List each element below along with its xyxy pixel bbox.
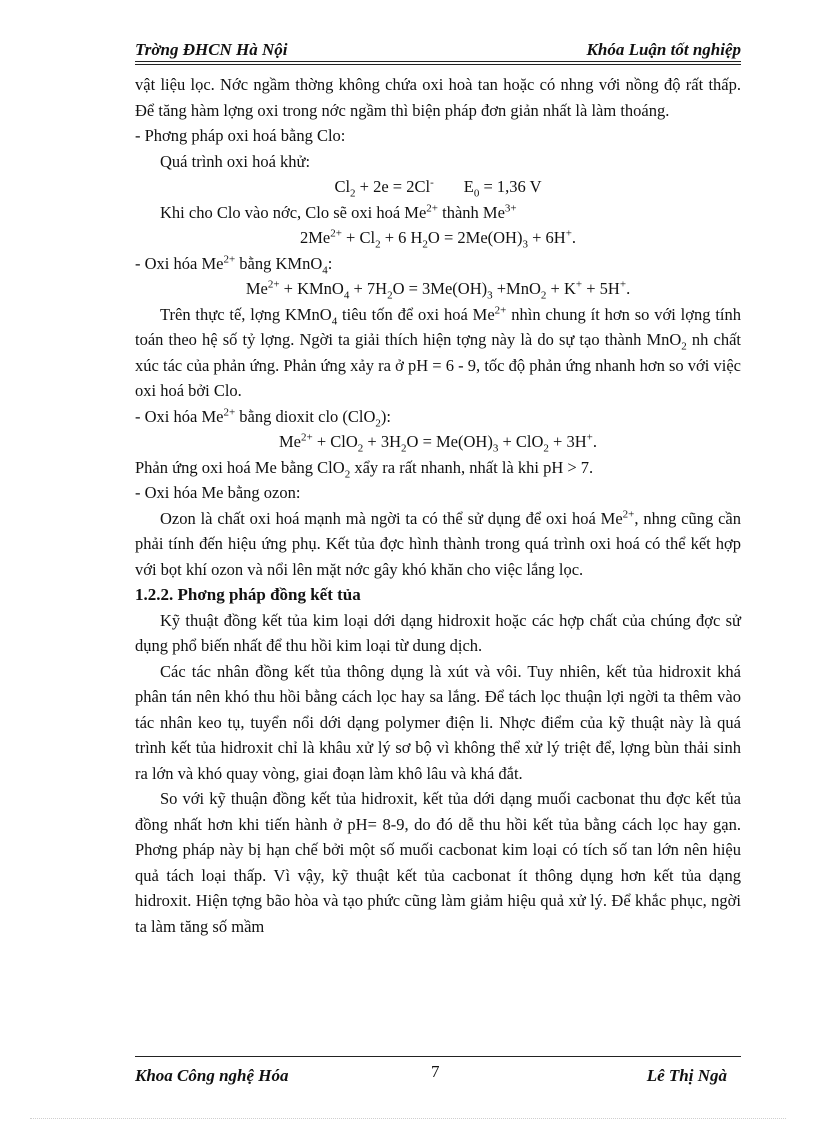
header-doc-type: Khóa Luận tốt nghiệp: [586, 40, 741, 59]
paragraph-redox-label: Quá trình oxi hoá khử:: [160, 151, 311, 171]
paragraph-carbonate: So với kỹ thuận đồng kết tủa hidroxit, kết tủa dới dạng muối cacbonat thu đợc kết tủa đồng nhất hơn khi tiến hành ở pH= 8-9, do đó dễ thu hồi kết tủa bằng cách lọc hay gạn. Phơng pháp này bị hạn chế bởi một số muối cacbonat kim loại có tích số tan lớn nên hiệu quả tách loại thấp. Vì vậy, kỹ thuật kết tủa cacbonat ít thông dụng hơn kết tủa dạng hidroxit. Hiện tợng bão hòa và tạo phức cũng làm giảm hiệu quả xử lý. Để khắc phục, ngời ta làm tăng số mầm: [135, 789, 741, 936]
footer-author: Lê Thị Ngà: [646, 1066, 727, 1085]
list-item-clo2: - Oxi hóa $Me^{2+}$ bằng dioxit clo (ClO$_2$):: [135, 406, 391, 429]
paragraph-intro: vật liệu lọc. Nớc ngầm thờng không chứa oxi hoà tan hoặc có nhng với nồng độ rất thấp. Để tăng hàm lợng oxi trong nớc ngầm thì biện pháp đơn giản nhất là làm thoáng.: [135, 75, 741, 120]
section-heading: 1.2.2. Phơng pháp đồng kết tủa: [135, 585, 361, 604]
equation-kmno4: $Me^{2+}$ + KMnO$_4$ + $7H_2O = 3Me(OH)_3 +MnO_2 + K^+ + 5H^+$.: [245, 278, 631, 302]
footer-rule: [135, 1056, 741, 1057]
header-rule: [135, 61, 741, 62]
equation-cl2: $Cl_2 + 2e = 2Cl^-$ $E_0 = 1,36$ V: [334, 176, 542, 200]
paragraph-ozone: Ozon là chất oxi hoá mạnh mà ngời ta có thể sử dụng để oxi hoá $Me^{2+}$, nhng cũng cần phải tính đến hiệu ứng phụ. Kết tủa đợc hình thành trong quá trình oxi hoá có thể kết hợp với bọt khí ozon và nổi lên mặt nớc gây khó khăn cho việc lắng lọc.: [135, 508, 741, 579]
header-rule-thin: [135, 64, 741, 65]
page-edge: [30, 1118, 786, 1119]
list-item-ozone: - Oxi hóa Me bằng ozon:: [135, 483, 301, 502]
paragraph-clo2-reaction: Phản ứng oxi hoá Me bằng ClO$_2$ xẩy ra rất nhanh, nhất là khi pH > 7.: [135, 457, 594, 480]
page-header: [135, 40, 741, 62]
page-number: 7: [431, 1062, 440, 1081]
paragraph-kmno4-consumption: Trên thực tế, lợng KMnO$_4$ tiêu tốn để oxi hoá $Me^{2+}$ nhìn chung ít hơn so với lợng tính toán theo hệ số tỷ lợng. Ngời ta giải thích hiện tợng này là do sự tạo thành MnO$_2$ nh chất xúc tác của phản ứng. Phản ứng xảy ra ở pH = 6 - 9, tốc độ phản ứng nhanh hơn so với việc oxi hoá bởi Clo.: [135, 304, 741, 400]
list-item-clo: - Phơng pháp oxi hoá bằng Clo:: [135, 126, 346, 145]
page-body: [135, 72, 741, 939]
page-footer: [135, 1064, 741, 1086]
footer-faculty: Khoa Công nghệ Hóa: [135, 1066, 289, 1085]
header-school: Trờng ĐHCN Hà Nội: [135, 40, 288, 59]
paragraph-coprecipitation: Kỹ thuật đồng kết tủa kim loại dới dạng hidroxit hoặc các hợp chất của chúng đợc sử dụng phổ biến nhất để thu hồi kim loại từ dung dịch.: [135, 610, 741, 655]
paragraph-clo-oxidation: Khi cho Clo vào nớc, Clo sẽ oxi hoá $Me^{2+}$ thành $Me^{3+}$: [160, 202, 517, 222]
equation-me-cl2: $2Me^{2+} + Cl_2 + 6$ $H_2O = 2Me(OH)_3 + 6H^+$.: [299, 227, 577, 251]
equation-clo2: $Me^{2+} + ClO_2 + 3H_2O = Me(OH)_3 + ClO_2 + 3H^+$.: [279, 431, 597, 455]
paragraph-agents: Các tác nhân đồng kết tủa thông dụng là xút và vôi. Tuy nhiên, kết tủa hidroxit khá phân tán nên khó thu hồi bằng cách lọc hay sa lắng. Để tách lọc thuận lợi ngời ta thêm vào tác nhân keo tụ, tuyển nổi dới dạng polymer điện li. Nhợc điểm của kỹ thuật này là quá trình kết tủa hidroxit chỉ là khâu xử lý sơ bộ vì không thể xử lý triệt để, lợng bùn thải sinh ra lớn và khó quay vòng, giai đoạn làm khô lâu và khá đắt.: [135, 661, 741, 783]
list-item-kmno4: - Oxi hóa $Me^{2+}$ bằng KMnO$_4$:: [135, 253, 333, 276]
